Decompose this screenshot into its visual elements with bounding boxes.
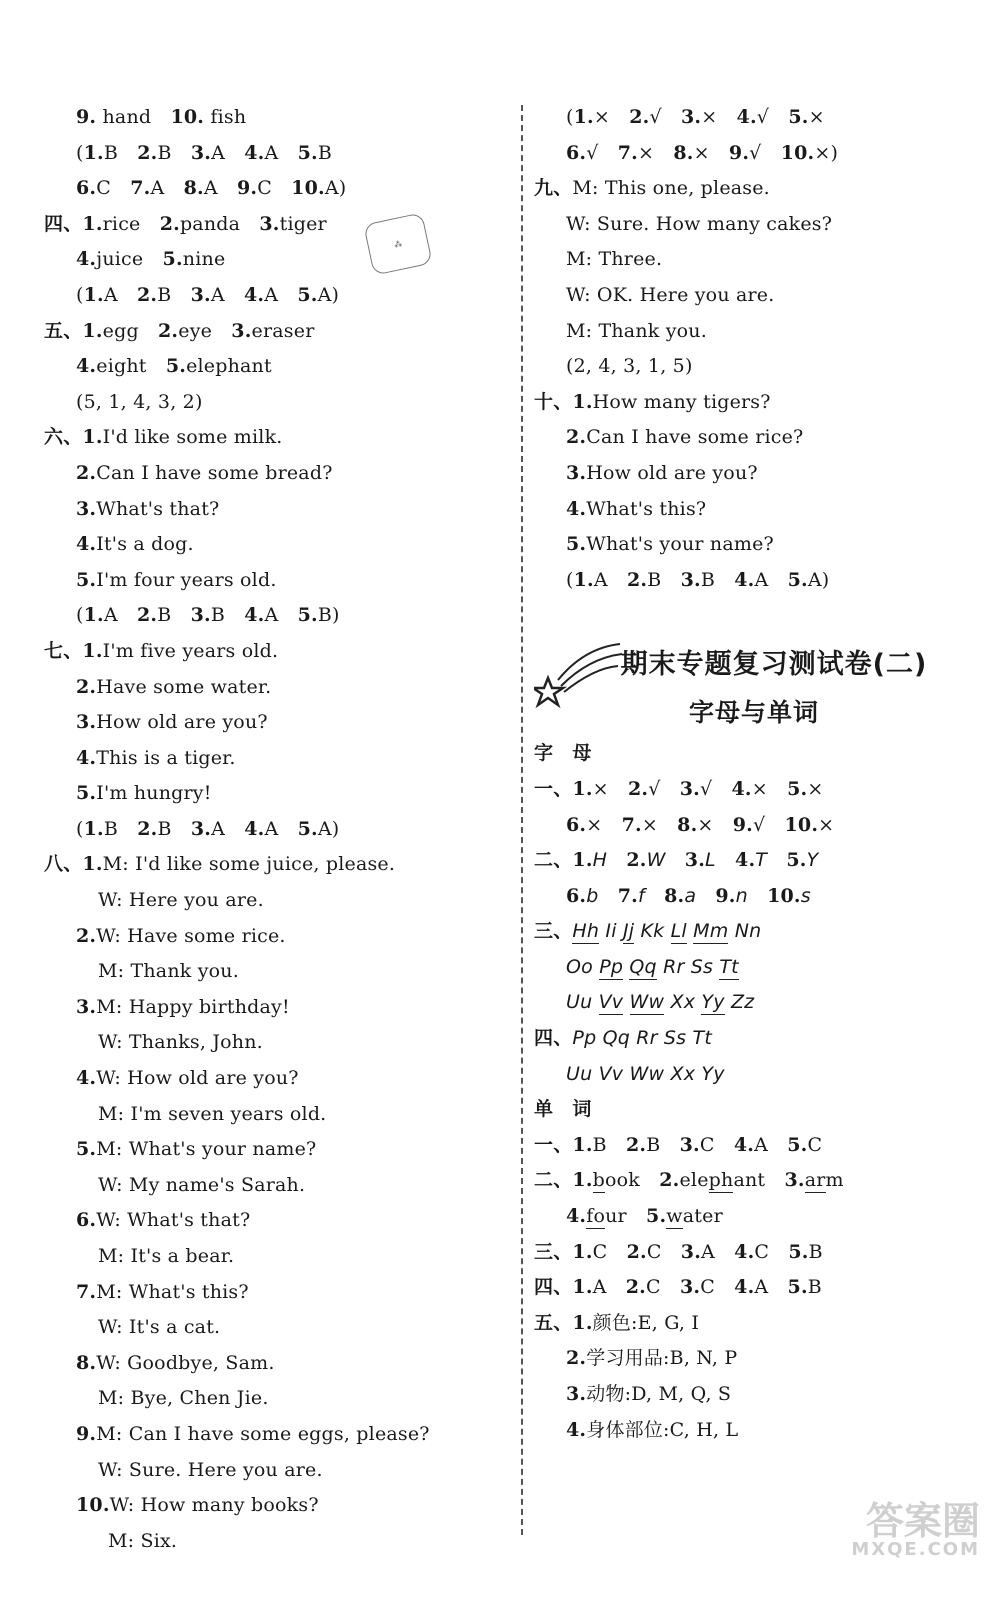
answer-line: M: Bye, Chen Jie. (98, 1387, 269, 1410)
answer-line: 九、M: This one, please. (534, 177, 770, 200)
answer-line: M: Three. (566, 248, 663, 271)
answer-line: 2.Have some water. (76, 675, 272, 698)
right-top-answers (534, 100, 974, 598)
answer-line: M: It's a bear. (98, 1245, 235, 1267)
letter-answer-line: 6.b 7.f 8.a 9.n 10.s (566, 884, 811, 907)
answer-line: (1.A 2.B 3.B 4.A 5.B) (76, 604, 340, 627)
answer-line: 7.M: What's this? (76, 1280, 249, 1303)
answer-line: 4.This is a tiger. (76, 746, 236, 769)
answer-line: 10.W: How many books? (76, 1494, 319, 1517)
letter-answer-line: 四、Pp Qq Rr Ss Tt (534, 1027, 713, 1050)
left-column (44, 100, 514, 1559)
answer-line: 5.I'm hungry! (76, 782, 212, 805)
answer-line: (1.B 2.B 3.A 4.A 5.A) (76, 817, 340, 840)
answer-line: (1.A 2.B 3.A 4.A 5.A) (76, 283, 340, 306)
section-subtitle: 字母与单词 (688, 698, 819, 728)
answer-line: 9. hand 10. fish (76, 106, 247, 128)
answer-line: 4.juice 5.nine (76, 248, 226, 271)
answer-line: 5.I'm four years old. (76, 568, 277, 591)
word-answer-line: 4.four 5.water (566, 1205, 723, 1228)
letter-answer-line: 6.× 7.× 8.× 9.√ 10.× (566, 813, 835, 836)
letters-heading: 字 母 (534, 742, 592, 765)
word-answer-line: 2.学习用品:B, N, P (566, 1347, 738, 1370)
answer-line: 4.What's this? (566, 497, 707, 520)
section-title: 期末专题复习测试卷(二) (620, 649, 928, 681)
answer-line: 3.What's that? (76, 497, 220, 520)
column-divider (521, 105, 523, 1535)
answer-line: 2.W: Have some rice. (76, 924, 286, 947)
answer-line: M: I'm seven years old. (98, 1102, 327, 1125)
answer-line: (2, 4, 3, 1, 5) (566, 355, 693, 378)
answer-line: W: Here you are. (98, 889, 264, 912)
answer-line: 2.Can I have some bread? (76, 461, 333, 484)
answer-line: M: Six. (108, 1529, 178, 1552)
answer-line: W: Sure. Here you are. (98, 1458, 323, 1481)
letter-answer-line: 三、Hh Ii Jj Kk Ll Mm Nn (534, 920, 762, 943)
answer-line: W: Sure. How many cakes? (566, 212, 833, 235)
stamp-icon: ⁂ (363, 212, 433, 275)
answer-line: W: My name's Sarah. (98, 1173, 306, 1196)
answer-line: 3.M: Happy birthday! (76, 995, 290, 1018)
watermark-text: 答案圈 (865, 1499, 980, 1543)
letter-answer-line: 一、1.× 2.√ 3.√ 4.× 5.× (534, 777, 824, 800)
answer-line: 十、1.How many tigers? (534, 390, 771, 413)
answer-line: 2.Can I have some rice? (566, 426, 804, 449)
answer-line: W: Thanks, John. (98, 1031, 263, 1054)
answer-line: (1.B 2.B 3.A 4.A 5.B (76, 141, 333, 164)
answer-line: M: Thank you. (566, 319, 707, 342)
answer-line: 4.eight 5.elephant (76, 355, 272, 378)
letter-answer-line: Uu Vv Ww Xx Yy (566, 1062, 725, 1085)
letter-answer-line: Oo Pp Qq Rr Ss Tt (566, 955, 739, 978)
words-answers (534, 1128, 974, 1448)
letter-answer-line: Uu Vv Ww Xx Yy Zz (566, 991, 755, 1014)
answer-line: 3.How old are you? (76, 711, 268, 734)
answer-line: (1.A 2.B 3.B 4.A 5.A) (566, 568, 830, 591)
answer-line: 3.How old are you? (566, 461, 758, 484)
answer-line: 6.W: What's that? (76, 1209, 251, 1232)
answer-line: W: OK. Here you are. (566, 283, 775, 306)
word-answer-line: 五、1.颜色:E, G, I (534, 1311, 700, 1334)
answer-line: 5.What's your name? (566, 533, 774, 556)
letters-answers (534, 772, 974, 1092)
answer-line: 七、1.I'm five years old. (44, 639, 279, 662)
word-answer-line: 3.动物:D, M, Q, S (566, 1383, 732, 1405)
answer-line: 五、1.egg 2.eye 3.eraser (44, 319, 315, 342)
answer-line: 5.M: What's your name? (76, 1138, 317, 1161)
answer-line: 4.It's a dog. (76, 533, 194, 556)
answer-line: 六、1.I'd like some milk. (44, 426, 283, 449)
words-heading: 单 词 (534, 1098, 592, 1121)
answer-line: 8.W: Goodbye, Sam. (76, 1351, 275, 1374)
word-answer-line: 三、1.C 2.C 3.A 4.C 5.B (534, 1240, 823, 1263)
word-answer-line: 4.身体部位:C, H, L (566, 1418, 739, 1441)
answer-line: 八、1.M: I'd like some juice, please. (44, 853, 396, 876)
answer-line: M: Thank you. (98, 960, 239, 983)
answer-line: 6.C 7.A 8.A 9.C 10.A) (76, 177, 347, 200)
answer-line: (5, 1, 4, 3, 2) (76, 390, 203, 413)
answer-line: 9.M: Can I have some eggs, please? (76, 1422, 430, 1445)
shooting-star-icon (534, 640, 624, 710)
watermark-url: MXQE.COM (851, 1539, 980, 1560)
answer-line: 四、1.rice 2.panda 3.tiger (44, 212, 327, 235)
word-answer-line: 四、1.A 2.C 3.C 4.A 5.B (534, 1276, 822, 1299)
word-answer-line: 一、1.B 2.B 3.C 4.A 5.C (534, 1133, 823, 1156)
watermark (820, 1499, 980, 1560)
answer-line: W: It's a cat. (98, 1316, 221, 1339)
letter-answer-line: 二、1.H 2.W 3.L 4.T 5.Y (534, 849, 819, 872)
word-answer-line: 二、1.book 2.elephant 3.arm (534, 1169, 844, 1192)
right-column (534, 100, 974, 1448)
answer-line: 4.W: How old are you? (76, 1067, 299, 1090)
answer-line: 6.√ 7.× 8.× 9.√ 10.×) (566, 141, 839, 164)
answer-line: (1.× 2.√ 3.× 4.√ 5.× (566, 106, 825, 128)
